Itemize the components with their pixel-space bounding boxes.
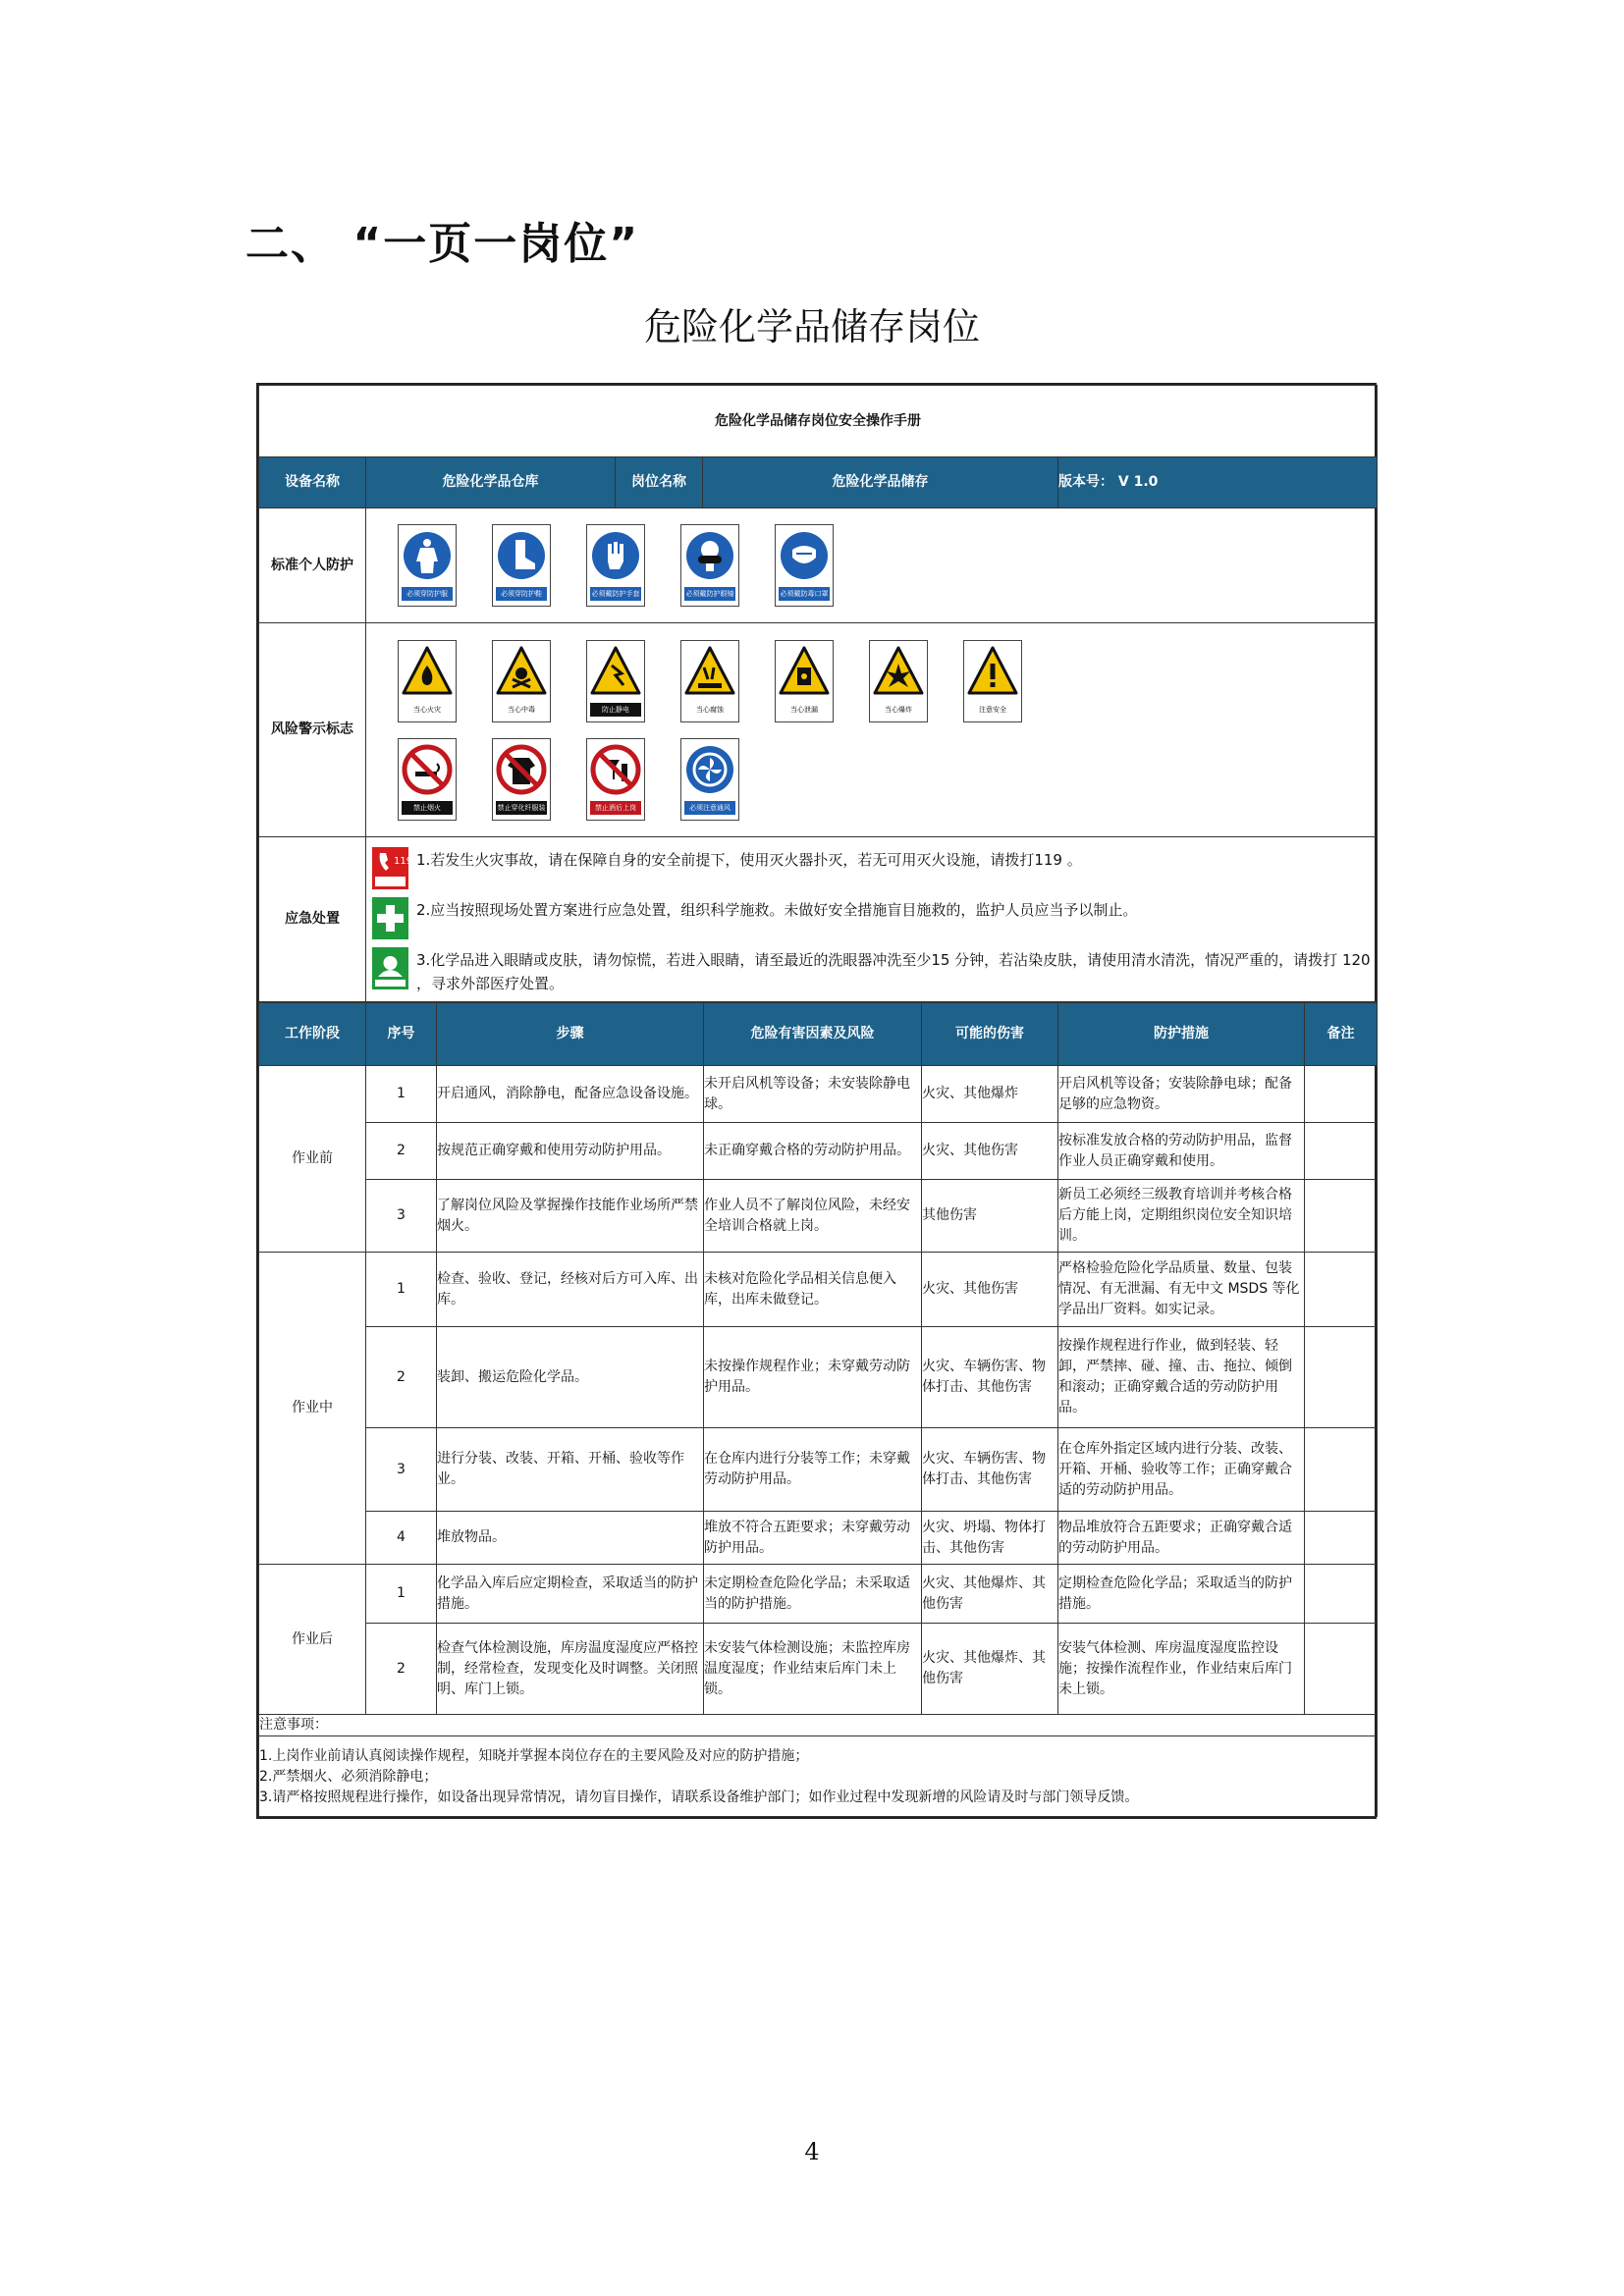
note-cell <box>1305 1180 1378 1253</box>
measure-cell: 物品堆放符合五距要求；正确穿戴合适的劳动防护用品。 <box>1058 1512 1305 1565</box>
hazard-cell: 未定期检查危险化学品；未采取适当的防护措施。 <box>704 1565 922 1624</box>
note-cell <box>1305 1327 1378 1428</box>
fire-warning-icon <box>402 644 453 699</box>
protective-gloves-icon <box>590 528 641 583</box>
safety-sign <box>663 640 757 722</box>
sign-plate <box>680 524 739 607</box>
note-cell <box>1305 1512 1378 1565</box>
static-warning-icon <box>590 644 641 699</box>
stage-cell: 作业前 <box>259 1066 366 1253</box>
leak-warning-icon <box>779 644 830 699</box>
hazard-cell: 未开启风机等设备；未安装除静电球。 <box>704 1066 922 1123</box>
sign-caption: 必须戴防护手套 <box>590 587 641 601</box>
measure-cell: 在仓库外指定区域内进行分装、改装、开箱、开桶、验收等工作；正确穿戴合适的劳动防护用品。 <box>1058 1428 1305 1512</box>
col-number: 序号 <box>366 1003 437 1066</box>
hazard-cell: 未按操作规程作业；未穿戴劳动防护用品。 <box>704 1327 922 1428</box>
protective-boots-icon <box>496 528 547 583</box>
note-cell <box>1305 1066 1378 1123</box>
sign-caption: 防止静电 <box>590 703 641 717</box>
sign-caption: 必须穿防护鞋 <box>496 587 547 601</box>
step-number: 3 <box>366 1180 437 1253</box>
col-hazard: 危险有害因素及风险 <box>704 1003 922 1066</box>
safety-sign <box>663 738 757 821</box>
document-title: 危险化学品储存岗位 <box>643 305 980 348</box>
explosion-warning-icon <box>873 644 924 699</box>
page-number: 4 <box>804 2138 820 2165</box>
hazard-cell: 未安装气体检测设施；未监控库房温度湿度；作业结束后库门未上锁。 <box>704 1624 922 1715</box>
safety-sign <box>568 738 663 821</box>
sign-caption: 当心中毒 <box>508 705 535 714</box>
sign-plate <box>586 738 645 821</box>
measure-cell: 按操作规程进行作业，做到轻装、轻卸，严禁摔、碰、撞、击、拖拉、倾倒和滚动；正确穿戴合适的劳动防护用品。 <box>1058 1327 1305 1428</box>
sign-plate <box>869 640 928 722</box>
notes-label: 注意事项： <box>259 1715 1378 1736</box>
sign-plate <box>398 738 457 821</box>
table-row <box>259 1253 1378 1327</box>
sign-plate <box>775 524 834 607</box>
no-chemical-fiber-icon <box>496 742 547 797</box>
harm-cell: 其他伤害 <box>922 1180 1058 1253</box>
step-cell: 了解岗位风险及掌握操作技能作业场所严禁烟火。 <box>437 1180 704 1253</box>
device-name-value: 危险化学品仓库 <box>366 457 616 508</box>
emergency-text-2: 2.应当按照现场处置方案进行应急处置，组织科学施救。未做好安全措施盲目施救的，监护人员应当予以制止。 <box>416 901 1138 920</box>
safety-manual-sheet <box>256 383 1377 1819</box>
table-row <box>259 1624 1378 1715</box>
safety-sign <box>474 524 568 607</box>
note-cell <box>1305 1624 1378 1715</box>
notes-row <box>259 1736 1378 1817</box>
step-number: 2 <box>366 1123 437 1180</box>
emergency-items <box>366 837 1378 1002</box>
table-row <box>259 1512 1378 1565</box>
notes-label-row <box>259 1715 1378 1736</box>
step-cell: 开启通风，消除静电，配备应急设备设施。 <box>437 1066 704 1123</box>
note-cell <box>1305 1565 1378 1624</box>
measure-cell: 按标准发放合格的劳动防护用品，监督作业人员正确穿戴和使用。 <box>1058 1123 1305 1180</box>
no-drinking-work-icon <box>590 742 641 797</box>
hazard-cell: 作业人员不了解岗位风险，未经安全培训合格就上岗。 <box>704 1180 922 1253</box>
note-line: 2.严禁烟火、必须消除静电； <box>259 1769 438 1785</box>
sign-plate <box>492 738 551 821</box>
col-note: 备注 <box>1305 1003 1378 1066</box>
sign-caption: 禁止酒后上岗 <box>590 801 641 815</box>
step-cell: 堆放物品。 <box>437 1512 704 1565</box>
safety-sign <box>474 640 568 722</box>
manual-header-table <box>258 385 1378 1002</box>
harm-cell: 火灾、其他伤害 <box>922 1123 1058 1180</box>
protective-suit-icon <box>402 528 453 583</box>
notes-lines <box>259 1736 1378 1817</box>
table-row <box>259 1327 1378 1428</box>
ppe-label: 标准个人防护 <box>259 508 366 623</box>
operation-table <box>258 1002 1378 1817</box>
table-row <box>259 1565 1378 1624</box>
sign-caption: 当心火灾 <box>413 705 441 714</box>
sign-plate <box>398 524 457 607</box>
sign-caption: 当心腐蚀 <box>696 705 724 714</box>
note-cell <box>1305 1123 1378 1180</box>
no-smoking-fire-icon <box>402 742 453 797</box>
safety-sign <box>946 640 1040 722</box>
measure-cell: 新员工必须经三级教育培训并考核合格后方能上岗，定期组织岗位安全知识培训。 <box>1058 1180 1305 1253</box>
sign-caption: 禁止烟火 <box>402 801 453 815</box>
step-number: 1 <box>366 1066 437 1123</box>
safety-sign <box>568 640 663 722</box>
poison-warning-icon <box>496 644 547 699</box>
table-row <box>259 1428 1378 1512</box>
note-cell <box>1305 1428 1378 1512</box>
col-stage: 工作阶段 <box>259 1003 366 1066</box>
step-cell: 装卸、搬运危险化学品。 <box>437 1327 704 1428</box>
operation-table-header <box>259 1003 1378 1066</box>
step-number: 3 <box>366 1428 437 1512</box>
goggles-icon <box>684 528 735 583</box>
sign-plate <box>963 640 1022 722</box>
sign-caption: 当心泄漏 <box>790 705 818 714</box>
sign-plate <box>492 640 551 722</box>
step-number: 2 <box>366 1624 437 1715</box>
table-row <box>259 1123 1378 1180</box>
warning-signs <box>366 623 1378 837</box>
step-number: 4 <box>366 1512 437 1565</box>
step-cell: 化学品入库后应定期检查，采取适当的防护措施。 <box>437 1565 704 1624</box>
step-number: 1 <box>366 1565 437 1624</box>
safety-sign <box>663 524 757 607</box>
col-measure: 防护措施 <box>1058 1003 1305 1066</box>
harm-cell: 火灾、其他爆炸 <box>922 1066 1058 1123</box>
sign-plate <box>680 738 739 821</box>
ppe-signs <box>366 508 1378 623</box>
stage-cell: 作业后 <box>259 1565 366 1715</box>
harm-cell: 火灾、车辆伤害、物体打击、其他伤害 <box>922 1428 1058 1512</box>
safety-sign <box>380 640 474 722</box>
step-cell: 进行分装、改装、开箱、开桶、验收等作业。 <box>437 1428 704 1512</box>
operation-table-body <box>259 1066 1378 1715</box>
emergency-item <box>366 893 1377 943</box>
hazard-cell: 未正确穿戴合格的劳动防护用品。 <box>704 1123 922 1180</box>
table-row <box>259 1180 1378 1253</box>
emergency-text-3: 3.化学品进入眼睛或皮肤，请勿惊慌，若进入眼睛，请至最近的洗眼器冲洗至少15 分钟，若沾染皮肤，请使用清水清洗，情况严重的，请拨打 120 ，寻求外部医疗处置。 <box>416 951 1371 992</box>
note-cell <box>1305 1253 1378 1327</box>
version-label: 版本号： V 1.0 <box>1058 457 1378 508</box>
manual-title: 危险化学品储存岗位安全操作手册 <box>259 386 1378 457</box>
sign-caption: 必须戴防毒口罩 <box>779 587 830 601</box>
safety-sign <box>380 524 474 607</box>
sign-plate <box>586 640 645 722</box>
sign-caption: 必须戴防护眼镜 <box>684 587 735 601</box>
hazard-cell: 堆放不符合五距要求；未穿戴劳动防护用品。 <box>704 1512 922 1565</box>
emergency-text-1: 1.若发生火灾事故，请在保障自身的安全前提下，使用灭火器扑灭，若无可用灭火设施，请拨打119 。 <box>416 851 1082 870</box>
harm-cell: 火灾、车辆伤害、物体打击、其他伤害 <box>922 1327 1058 1428</box>
stage-cell: 作业中 <box>259 1253 366 1565</box>
sign-caption: 当心爆炸 <box>885 705 912 714</box>
sign-plate <box>492 524 551 607</box>
step-cell: 检查气体检测设施，库房温度湿度应严格控制，经常检查，发现变化及时调整。关闭照明、库门上锁。 <box>437 1624 704 1715</box>
safety-sign <box>380 738 474 821</box>
table-row <box>259 1066 1378 1123</box>
section-title: 二、 “一页一岗位” <box>245 219 640 269</box>
safety-sign <box>851 640 946 722</box>
sign-caption: 禁止穿化纤服装 <box>496 801 547 815</box>
harm-cell: 火灾、坍塌、物体打击、其他伤害 <box>922 1512 1058 1565</box>
harm-cell: 火灾、其他伤害 <box>922 1253 1058 1327</box>
step-number: 1 <box>366 1253 437 1327</box>
post-name-value: 危险化学品储存 <box>703 457 1058 508</box>
step-cell: 按规范正确穿戴和使用劳动防护用品。 <box>437 1123 704 1180</box>
eyewash-icon <box>372 947 408 989</box>
col-step: 步骤 <box>437 1003 704 1066</box>
harm-cell: 火灾、其他爆炸、其他伤害 <box>922 1565 1058 1624</box>
sign-caption: 必须注意通风 <box>684 801 735 815</box>
step-cell: 检查、验收、登记，经核对后方可入库、出库。 <box>437 1253 704 1327</box>
warning-signs-label: 风险警示标志 <box>259 623 366 837</box>
hazard-cell: 未核对危险化学品相关信息便入库，出库未做登记。 <box>704 1253 922 1327</box>
col-harm: 可能的伤害 <box>922 1003 1058 1066</box>
safety-sign <box>757 524 851 607</box>
sign-plate <box>398 640 457 722</box>
note-line: 1.上岗作业前请认真阅读操作规程，知晓并掌握本岗位存在的主要风险及对应的防护措施； <box>259 1748 809 1764</box>
measure-cell: 开启风机等设备；安装除静电球；配备足够的应急物资。 <box>1058 1066 1305 1123</box>
sign-plate <box>775 640 834 722</box>
emergency-item <box>366 943 1377 995</box>
device-name-label: 设备名称 <box>259 457 366 508</box>
safety-sign <box>474 738 568 821</box>
svg-text:119: 119 <box>394 856 413 868</box>
harm-cell: 火灾、其他爆炸、其他伤害 <box>922 1624 1058 1715</box>
step-number: 2 <box>366 1327 437 1428</box>
fire-phone-119-icon <box>372 847 413 889</box>
sign-plate <box>586 524 645 607</box>
corrosion-warning-icon <box>684 644 735 699</box>
measure-cell: 安装气体检测、库房温度湿度监控设施；按操作流程作业，作业结束后库门未上锁。 <box>1058 1624 1305 1715</box>
sign-caption: 注意安全 <box>979 705 1006 714</box>
first-aid-icon <box>372 897 408 939</box>
measure-cell: 严格检验危险化学品质量、数量、包装情况、有无泄漏、有无中文 MSDS 等化学品出厂资料。如实记录。 <box>1058 1253 1305 1327</box>
general-warning-icon <box>967 644 1018 699</box>
emergency-label: 应急处置 <box>259 837 366 1002</box>
note-line: 3.请严格按照规程进行操作，如设备出现异常情况，请勿盲目操作，请联系设备维护部门；如作业过程中发现新增的风险请及时与部门领导反馈。 <box>259 1789 1139 1805</box>
safety-sign <box>757 640 851 722</box>
ventilation-icon <box>684 742 735 797</box>
sign-plate <box>680 640 739 722</box>
device-info-bar <box>259 457 1378 508</box>
post-name-label: 岗位名称 <box>616 457 703 508</box>
sign-caption: 必须穿防护服 <box>402 587 453 601</box>
dust-mask-icon <box>779 528 830 583</box>
safety-sign <box>568 524 663 607</box>
emergency-item <box>366 843 1377 893</box>
hazard-cell: 在仓库内进行分装等工作；未穿戴劳动防护用品。 <box>704 1428 922 1512</box>
measure-cell: 定期检查危险化学品；采取适当的防护措施。 <box>1058 1565 1305 1624</box>
